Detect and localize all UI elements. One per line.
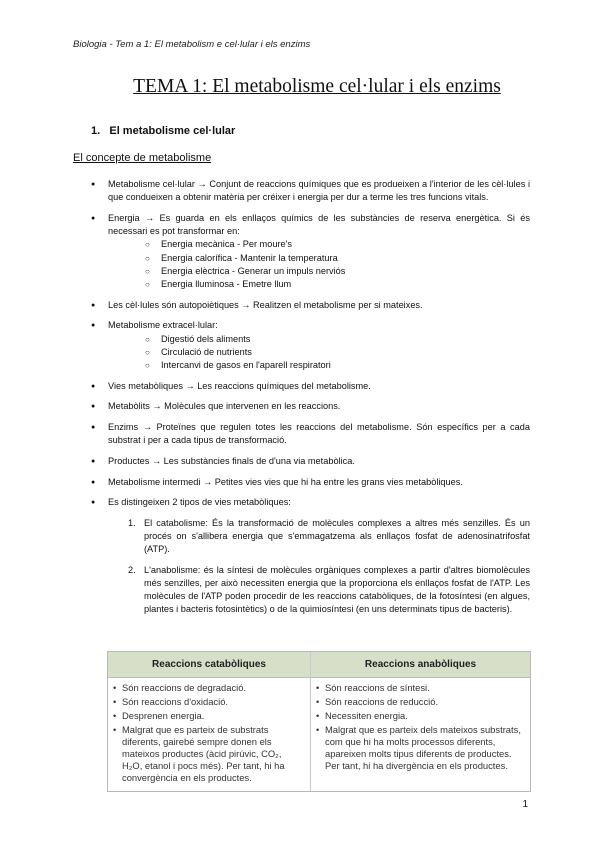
bullet-item (91, 380, 530, 393)
page-number: 1 (522, 799, 528, 810)
bullet-item (91, 476, 530, 489)
table-list-item: • Malgrat que es parteix de substrats diferents, gairebé sempre donen els mateixos productes (àcid pirúvic, CO₂, H₂O, etanol i pocs més). Per tant, hi ha convergència en els productes. (113, 724, 304, 784)
sub-bullet-item: ○ Intercanvi de gasos en l'aparell respiratori (108, 359, 530, 372)
bullet-item (91, 400, 530, 413)
page-title: TEMA 1: El metabolisme cel·lular i els enzims (133, 76, 501, 97)
numbered-item (91, 517, 530, 557)
section-heading (91, 125, 235, 137)
sub-bullet-item: ○ Energia mecànica - Per moure's (108, 238, 530, 251)
numbered-item (91, 564, 530, 617)
page-header: Biologia - Tem a 1: El metabolism e cel·lular i els enzims (73, 39, 311, 50)
sub-bullet-item: ○ Digestió dels aliments (108, 333, 530, 346)
catabolic-header: Reaccions catabòliques (108, 652, 310, 678)
sub-bullet-item: ○ Energia lluminosa - Emetre llum (108, 278, 530, 291)
anabolic-header: Reaccions anabòliques (311, 652, 530, 678)
catabolic-column (108, 652, 311, 791)
bullet-text: ● Metabolisme extracel·lular: (108, 320, 218, 331)
table-list-item: • Necessiten energia. (316, 710, 524, 722)
sub-bullet-item: ○ Energia elèctrica - Generar un impuls nerviós (108, 265, 530, 278)
subsection-heading: El concepte de metabolisme (73, 152, 212, 164)
comparison-table (107, 651, 531, 792)
anabolic-list (311, 678, 530, 772)
item-number: 1. (128, 518, 136, 529)
bullet-item (91, 178, 530, 204)
bullet-item (91, 421, 530, 447)
bullet-text: ● Productes → Les substàncies finals de d'una via metabòlica. (108, 455, 355, 466)
section-title: El metabolisme cel·lular (109, 125, 236, 137)
sub-bullet-item: ○ Circulació de nutrients (108, 346, 530, 359)
bullet-text: ● Metabòlits → Molècules que intervenen en les reaccions. (108, 401, 341, 412)
bullet-item (91, 299, 530, 312)
bullet-text: ● Vies metabòliques → Les reaccions químiques del metabolisme. (108, 380, 371, 391)
item-number: 2. (128, 564, 136, 575)
table-list-item: • Són reaccions de reducció. (316, 696, 524, 708)
bullet-item (91, 212, 530, 291)
bullet-text: ● Les cèl·lules són autopoiètiques → Realitzen el metabolisme per si mateixes. (108, 299, 423, 310)
bullet-item (91, 496, 530, 509)
section-number: 1. (91, 125, 101, 137)
table-list-item: • Són reaccions de síntesi. (316, 682, 524, 694)
document-body (91, 178, 530, 623)
table-list-item: • Desprenen energia. (113, 710, 304, 722)
table-list-item: • Són reaccions de degradació. (113, 682, 304, 694)
sub-bullet-item: ○ Energia calorífica - Mantenir la temperatura (108, 252, 530, 265)
bullet-text: ● Metabolisme intermedi → Petites vies vies que hi ha entre les grans vies metabòliques. (108, 476, 463, 487)
bullet-text: ● Enzims → Proteïnes que regulen totes les reaccions del metabolisme. Són específics per a cada substrat i per a cada tipus de transformació. (108, 422, 530, 446)
anabolic-column (311, 652, 530, 791)
catabolic-list (108, 678, 310, 784)
numbered-text: El catabolisme: És la transformació de molècules complexes a altres més senzilles. És un procés on s'allibera energia que s'emmagatzema als enllaços fosfat de adenosinatrifosfat (ATP). (144, 518, 530, 555)
bullet-item (91, 319, 530, 372)
bullet-item (91, 455, 530, 468)
bullet-text: ● Metabolisme cel·lular → Conjunt de reaccions químiques que es produeixen a l'interior de les cèl·lules i que condueixen a obtenir matèria per créixer i energia per dur a terme les tres funcions vitals. (108, 179, 530, 203)
numbered-text: L'anabolisme: és la síntesi de molècules orgàniques complexes a partir d'altres biomolècules més senzilles, per això necessiten energia que la proporciona els enllaços fosfat de l'ATP. Les molècules de l'ATP poden procedir de les reaccions catabòliques, de la fotosíntesi (en algues, plantes i bacteris fotosintètics) o de la quimiosíntesi (en uns determinats tipus de bacteris). (144, 564, 530, 615)
bullet-text: ● Energia → Es guarda en els enllaços químics de les substàncies de reserva energètica. Si és necessari es pot transformar en: (108, 212, 530, 237)
table-list-item: • Són reaccions d'oxidació. (113, 696, 304, 708)
table-list-item: • Malgrat que es parteix dels mateixos substrats, com que hi ha molts processos diferents, apareixen molts tipus diferents de productes. Per tant, hi ha divergència en els productes. (316, 724, 524, 772)
bullet-text: ● Es distingeixen 2 tipos de vies metabòliques: (108, 497, 291, 508)
